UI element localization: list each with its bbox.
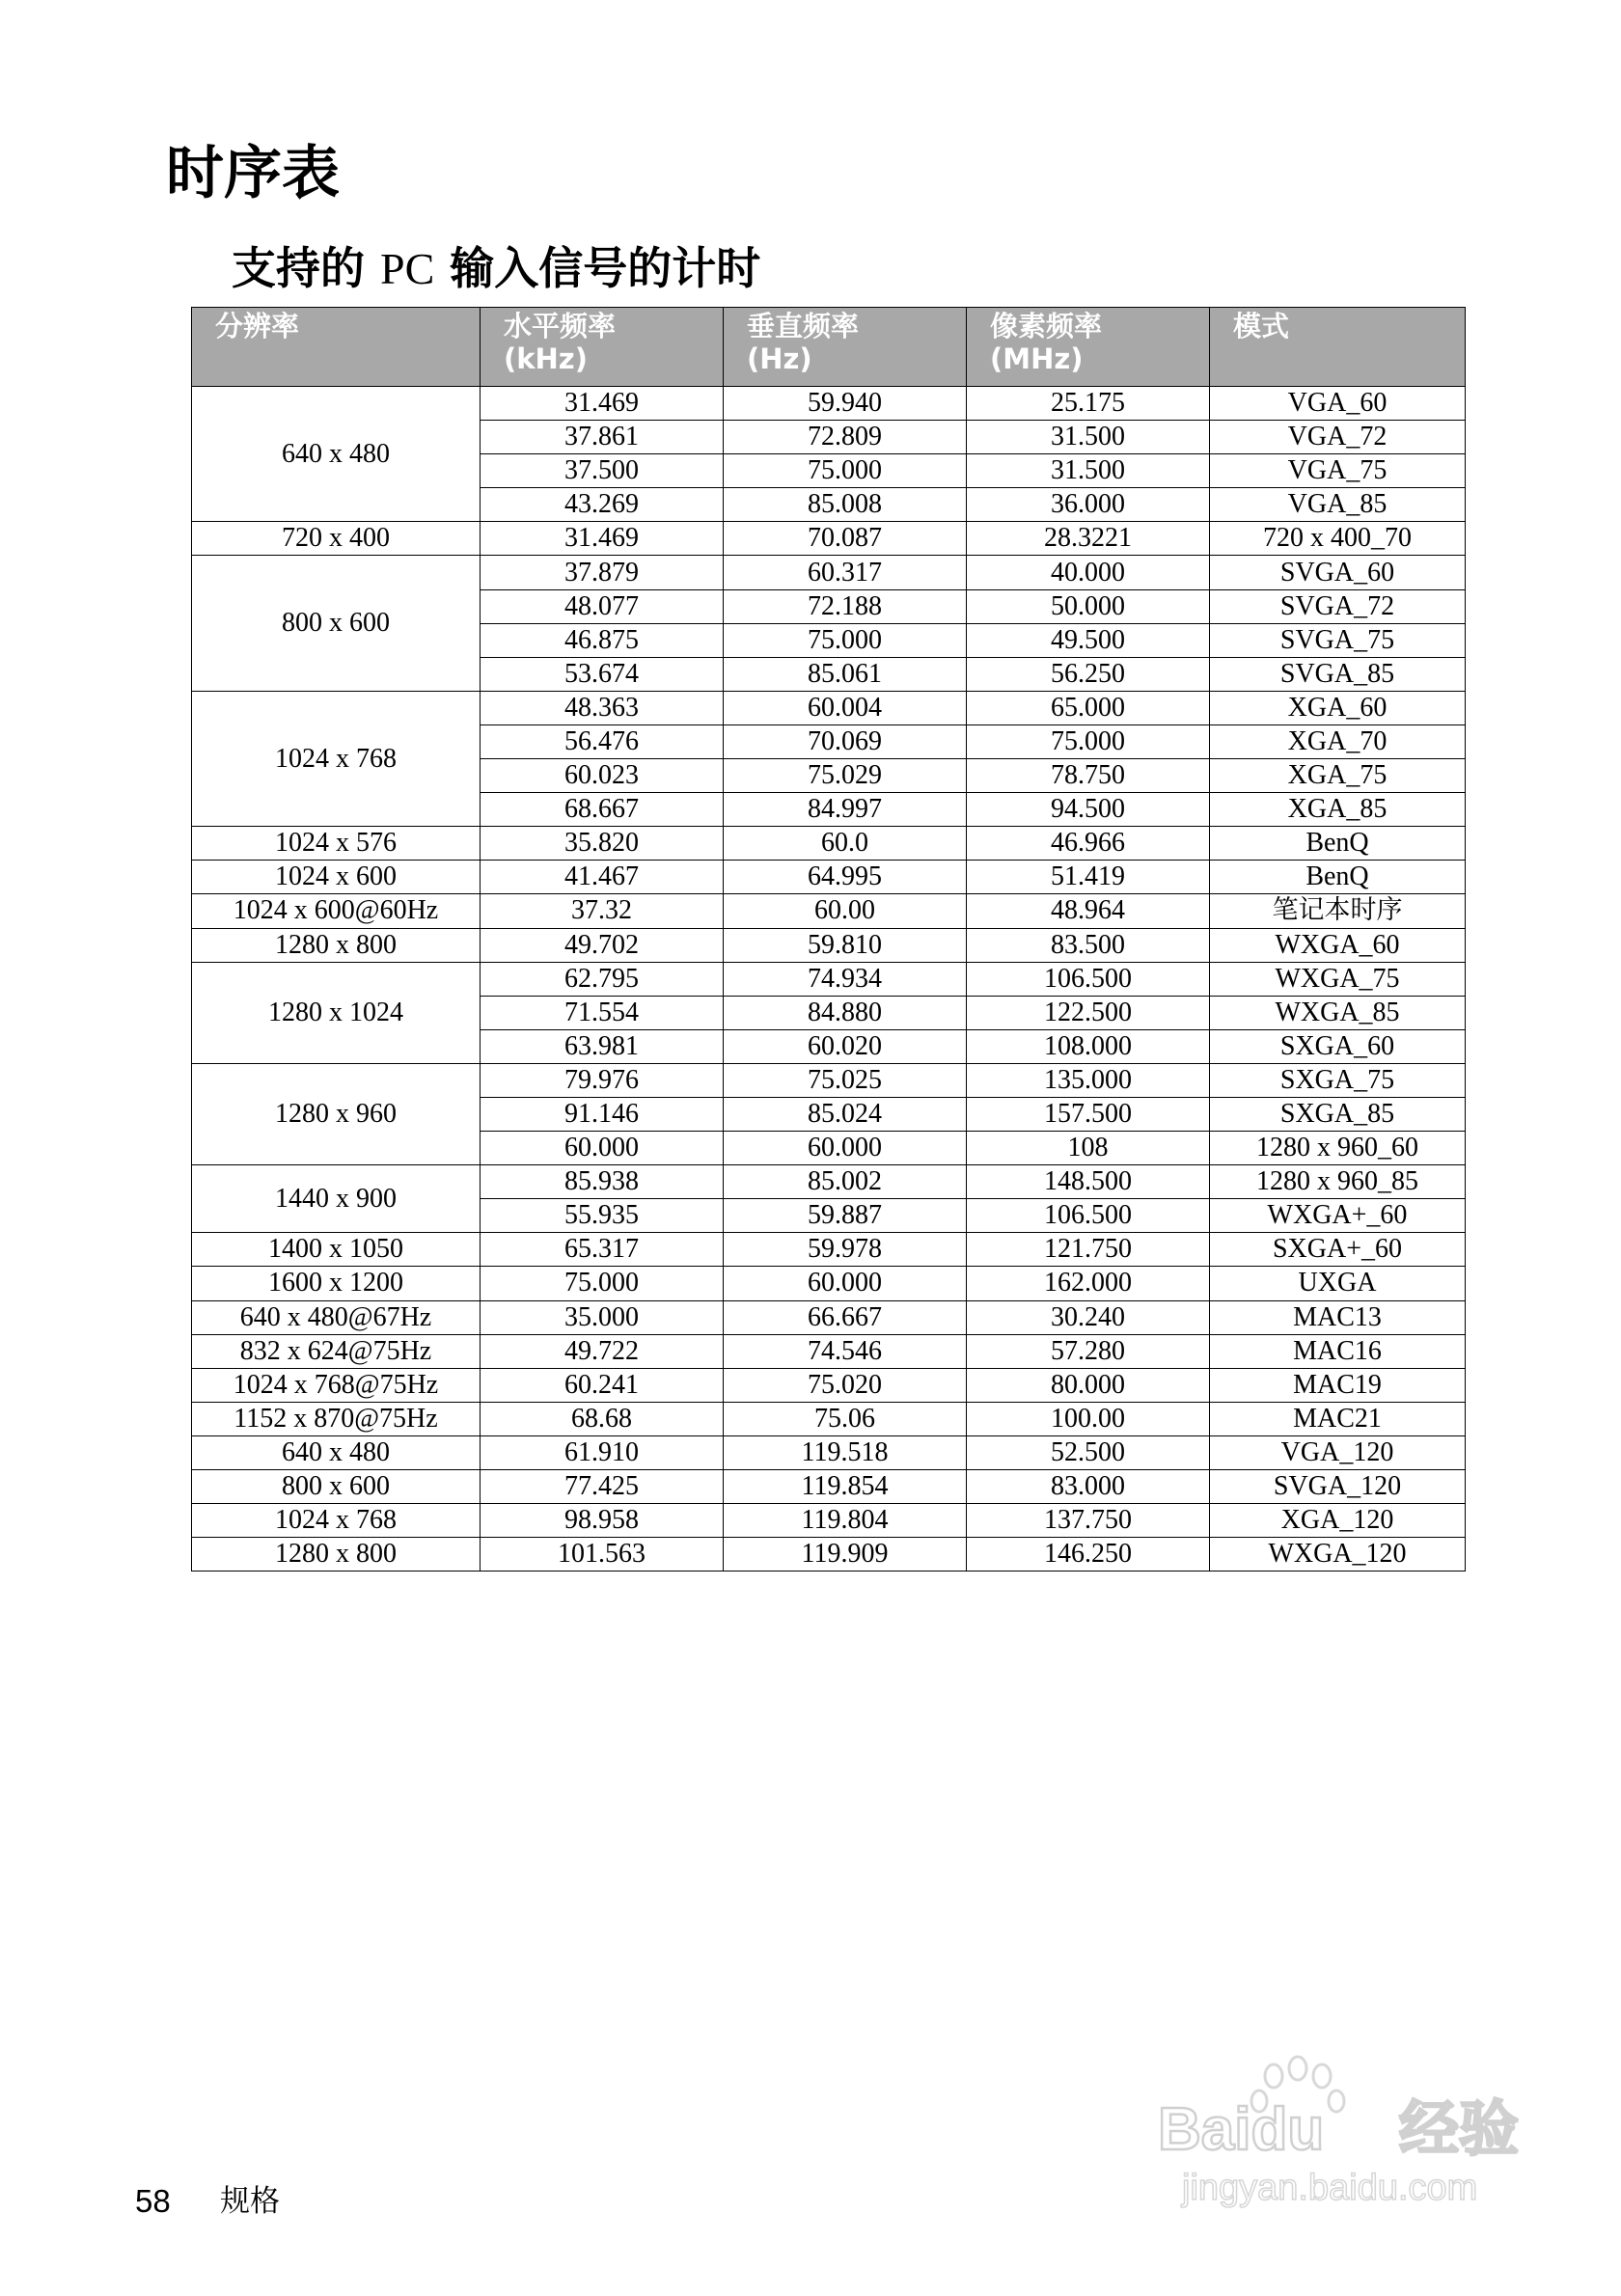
cell-pixel-frequency: 162.000	[967, 1267, 1210, 1300]
cell-horizontal-frequency: 55.935	[481, 1199, 724, 1233]
cell-mode: WXGA_75	[1210, 962, 1466, 996]
timing-table-body	[192, 387, 1466, 1572]
cell-mode: XGA_70	[1210, 724, 1466, 758]
cell-vertical-frequency: 60.00	[724, 894, 967, 928]
cell-vertical-frequency: 59.887	[724, 1199, 967, 1233]
cell-horizontal-frequency: 37.861	[481, 421, 724, 454]
cell-mode: MAC21	[1210, 1402, 1466, 1435]
cell-vertical-frequency: 119.854	[724, 1470, 967, 1504]
cell-resolution: 832 x 624@75Hz	[192, 1334, 481, 1368]
watermark-brand: Baidu	[1158, 2096, 1325, 2163]
cell-pixel-frequency: 36.000	[967, 488, 1210, 522]
cell-horizontal-frequency: 37.32	[481, 894, 724, 928]
cell-mode: WXGA_120	[1210, 1538, 1466, 1572]
table-row	[192, 928, 1466, 962]
cell-horizontal-frequency: 98.958	[481, 1504, 724, 1538]
cell-vertical-frequency: 70.069	[724, 724, 967, 758]
cell-pixel-frequency: 83.000	[967, 1470, 1210, 1504]
cell-resolution: 640 x 480	[192, 387, 481, 522]
cell-pixel-frequency: 157.500	[967, 1097, 1210, 1131]
cell-pixel-frequency: 57.280	[967, 1334, 1210, 1368]
watermark-url: jingyan.baidu.com	[1182, 2168, 1478, 2208]
cell-mode: SXGA_85	[1210, 1097, 1466, 1131]
cell-pixel-frequency: 106.500	[967, 962, 1210, 996]
cell-mode: MAC19	[1210, 1368, 1466, 1402]
cell-vertical-frequency: 59.810	[724, 928, 967, 962]
cell-pixel-frequency: 146.250	[967, 1538, 1210, 1572]
cell-resolution: 1024 x 600	[192, 861, 481, 894]
cell-resolution: 1024 x 768	[192, 1504, 481, 1538]
header-mode: 模式	[1210, 308, 1466, 387]
cell-vertical-frequency: 59.978	[724, 1233, 967, 1267]
cell-vertical-frequency: 72.188	[724, 589, 967, 623]
table-row	[192, 1267, 1466, 1300]
cell-mode: SVGA_120	[1210, 1470, 1466, 1504]
table-row	[192, 1368, 1466, 1402]
cell-resolution: 1440 x 900	[192, 1165, 481, 1233]
cell-horizontal-frequency: 61.910	[481, 1435, 724, 1469]
cell-vertical-frequency: 60.000	[724, 1132, 967, 1165]
header-horizontal-frequency: 水平频率 (kHz)	[481, 308, 724, 387]
cell-vertical-frequency: 119.518	[724, 1435, 967, 1469]
cell-horizontal-frequency: 62.795	[481, 962, 724, 996]
cell-mode: BenQ	[1210, 861, 1466, 894]
cell-vertical-frequency: 84.997	[724, 793, 967, 827]
cell-pixel-frequency: 40.000	[967, 556, 1210, 589]
cell-pixel-frequency: 135.000	[967, 1063, 1210, 1097]
header-pixel-frequency: 像素频率 (MHz)	[967, 308, 1210, 387]
cell-resolution: 640 x 480	[192, 1435, 481, 1469]
cell-pixel-frequency: 83.500	[967, 928, 1210, 962]
table-row	[192, 827, 1466, 861]
cell-pixel-frequency: 122.500	[967, 996, 1210, 1029]
section-title-suffix: 输入信号的计时	[434, 242, 761, 294]
cell-mode: SXGA+_60	[1210, 1233, 1466, 1267]
cell-pixel-frequency: 28.3221	[967, 522, 1210, 556]
cell-pixel-frequency: 78.750	[967, 759, 1210, 793]
page-title: 时序表	[166, 140, 340, 207]
cell-vertical-frequency: 75.020	[724, 1368, 967, 1402]
footer-section-label: 规格	[220, 2184, 280, 2219]
table-row	[192, 894, 1466, 928]
table-row	[192, 1063, 1466, 1097]
cell-vertical-frequency: 59.940	[724, 387, 967, 421]
cell-pixel-frequency: 49.500	[967, 623, 1210, 657]
cell-vertical-frequency: 70.087	[724, 522, 967, 556]
table-row	[192, 861, 1466, 894]
cell-resolution: 1280 x 800	[192, 1538, 481, 1572]
cell-vertical-frequency: 64.995	[724, 861, 967, 894]
cell-vertical-frequency: 85.061	[724, 657, 967, 691]
cell-mode: XGA_120	[1210, 1504, 1466, 1538]
watermark-brand-cn: 经验	[1399, 2093, 1520, 2164]
cell-pixel-frequency: 108.000	[967, 1029, 1210, 1063]
cell-resolution: 1600 x 1200	[192, 1267, 481, 1300]
cell-vertical-frequency: 72.809	[724, 421, 967, 454]
cell-mode: SXGA_75	[1210, 1063, 1466, 1097]
cell-vertical-frequency: 66.667	[724, 1300, 967, 1334]
cell-horizontal-frequency: 31.469	[481, 522, 724, 556]
cell-resolution: 1280 x 1024	[192, 962, 481, 1063]
cell-mode: SVGA_60	[1210, 556, 1466, 589]
cell-vertical-frequency: 85.002	[724, 1165, 967, 1199]
section-title-prefix: 支持的	[232, 242, 381, 294]
cell-horizontal-frequency: 60.000	[481, 1132, 724, 1165]
cell-horizontal-frequency: 63.981	[481, 1029, 724, 1063]
cell-horizontal-frequency: 48.077	[481, 589, 724, 623]
table-row	[192, 1165, 1466, 1199]
cell-vertical-frequency: 60.000	[724, 1267, 967, 1300]
cell-resolution: 800 x 600	[192, 556, 481, 691]
cell-resolution: 1280 x 800	[192, 928, 481, 962]
cell-vertical-frequency: 119.909	[724, 1538, 967, 1572]
cell-horizontal-frequency: 75.000	[481, 1267, 724, 1300]
cell-resolution: 640 x 480@67Hz	[192, 1300, 481, 1334]
table-row	[192, 1504, 1466, 1538]
cell-mode: 笔记本时序	[1210, 894, 1466, 928]
cell-vertical-frequency: 74.934	[724, 962, 967, 996]
cell-vertical-frequency: 75.000	[724, 454, 967, 488]
cell-mode: BenQ	[1210, 827, 1466, 861]
cell-vertical-frequency: 84.880	[724, 996, 967, 1029]
cell-pixel-frequency: 106.500	[967, 1199, 1210, 1233]
cell-pixel-frequency: 31.500	[967, 421, 1210, 454]
cell-pixel-frequency: 50.000	[967, 589, 1210, 623]
cell-horizontal-frequency: 35.820	[481, 827, 724, 861]
cell-pixel-frequency: 31.500	[967, 454, 1210, 488]
cell-pixel-frequency: 148.500	[967, 1165, 1210, 1199]
table-row	[192, 1470, 1466, 1504]
cell-horizontal-frequency: 49.702	[481, 928, 724, 962]
cell-pixel-frequency: 121.750	[967, 1233, 1210, 1267]
cell-pixel-frequency: 46.966	[967, 827, 1210, 861]
cell-mode: VGA_72	[1210, 421, 1466, 454]
cell-vertical-frequency: 60.317	[724, 556, 967, 589]
cell-resolution: 1152 x 870@75Hz	[192, 1402, 481, 1435]
cell-pixel-frequency: 56.250	[967, 657, 1210, 691]
cell-horizontal-frequency: 77.425	[481, 1470, 724, 1504]
cell-vertical-frequency: 119.804	[724, 1504, 967, 1538]
cell-pixel-frequency: 48.964	[967, 894, 1210, 928]
section-title-latin: PC	[380, 244, 435, 293]
header-resolution: 分辨率	[192, 308, 481, 387]
cell-horizontal-frequency: 68.667	[481, 793, 724, 827]
cell-mode: SVGA_85	[1210, 657, 1466, 691]
cell-resolution: 1024 x 576	[192, 827, 481, 861]
cell-mode: SVGA_72	[1210, 589, 1466, 623]
cell-mode: 1280 x 960_60	[1210, 1132, 1466, 1165]
cell-resolution: 1280 x 960	[192, 1063, 481, 1164]
cell-horizontal-frequency: 35.000	[481, 1300, 724, 1334]
section-title	[232, 239, 760, 298]
header-vertical-frequency: 垂直频率 (Hz)	[724, 308, 967, 387]
cell-mode: VGA_120	[1210, 1435, 1466, 1469]
cell-vertical-frequency: 60.0	[724, 827, 967, 861]
cell-pixel-frequency: 30.240	[967, 1300, 1210, 1334]
table-row	[192, 556, 1466, 589]
cell-mode: VGA_75	[1210, 454, 1466, 488]
cell-resolution: 1024 x 768@75Hz	[192, 1368, 481, 1402]
cell-horizontal-frequency: 46.875	[481, 623, 724, 657]
cell-horizontal-frequency: 41.467	[481, 861, 724, 894]
cell-pixel-frequency: 75.000	[967, 724, 1210, 758]
cell-horizontal-frequency: 71.554	[481, 996, 724, 1029]
cell-mode: XGA_60	[1210, 691, 1466, 724]
table-row	[192, 522, 1466, 556]
cell-pixel-frequency: 52.500	[967, 1435, 1210, 1469]
cell-horizontal-frequency: 56.476	[481, 724, 724, 758]
cell-mode: MAC13	[1210, 1300, 1466, 1334]
timing-table	[191, 307, 1466, 1572]
cell-resolution: 800 x 600	[192, 1470, 481, 1504]
cell-mode: WXGA_60	[1210, 928, 1466, 962]
cell-horizontal-frequency: 53.674	[481, 657, 724, 691]
cell-vertical-frequency: 75.000	[724, 623, 967, 657]
cell-pixel-frequency: 51.419	[967, 861, 1210, 894]
cell-mode: UXGA	[1210, 1267, 1466, 1300]
cell-mode: VGA_85	[1210, 488, 1466, 522]
cell-mode: 720 x 400_70	[1210, 522, 1466, 556]
table-row	[192, 387, 1466, 421]
cell-mode: VGA_60	[1210, 387, 1466, 421]
cell-mode: XGA_75	[1210, 759, 1466, 793]
cell-mode: 1280 x 960_85	[1210, 1165, 1466, 1199]
cell-mode: WXGA_85	[1210, 996, 1466, 1029]
page-number: 58	[135, 2183, 171, 2219]
cell-pixel-frequency: 108	[967, 1132, 1210, 1165]
cell-resolution: 1024 x 768	[192, 691, 481, 826]
table-row	[192, 1538, 1466, 1572]
cell-pixel-frequency: 94.500	[967, 793, 1210, 827]
cell-vertical-frequency: 85.008	[724, 488, 967, 522]
cell-horizontal-frequency: 60.023	[481, 759, 724, 793]
cell-pixel-frequency: 65.000	[967, 691, 1210, 724]
cell-horizontal-frequency: 65.317	[481, 1233, 724, 1267]
cell-horizontal-frequency: 31.469	[481, 387, 724, 421]
table-row	[192, 1300, 1466, 1334]
cell-horizontal-frequency: 43.269	[481, 488, 724, 522]
cell-resolution: 1024 x 600@60Hz	[192, 894, 481, 928]
cell-horizontal-frequency: 91.146	[481, 1097, 724, 1131]
table-row	[192, 1402, 1466, 1435]
cell-pixel-frequency: 25.175	[967, 387, 1210, 421]
cell-vertical-frequency: 75.06	[724, 1402, 967, 1435]
cell-horizontal-frequency: 49.722	[481, 1334, 724, 1368]
cell-mode: SXGA_60	[1210, 1029, 1466, 1063]
cell-mode: SVGA_75	[1210, 623, 1466, 657]
cell-horizontal-frequency: 85.938	[481, 1165, 724, 1199]
cell-pixel-frequency: 100.00	[967, 1402, 1210, 1435]
cell-vertical-frequency: 75.025	[724, 1063, 967, 1097]
cell-mode: WXGA+_60	[1210, 1199, 1466, 1233]
cell-vertical-frequency: 85.024	[724, 1097, 967, 1131]
cell-horizontal-frequency: 60.241	[481, 1368, 724, 1402]
cell-horizontal-frequency: 37.879	[481, 556, 724, 589]
cell-pixel-frequency: 137.750	[967, 1504, 1210, 1538]
cell-pixel-frequency: 80.000	[967, 1368, 1210, 1402]
cell-vertical-frequency: 75.029	[724, 759, 967, 793]
cell-resolution: 720 x 400	[192, 522, 481, 556]
baidu-jingyan-watermark	[1153, 2055, 1558, 2219]
cell-horizontal-frequency: 37.500	[481, 454, 724, 488]
cell-resolution: 1400 x 1050	[192, 1233, 481, 1267]
table-header-row	[192, 308, 1466, 387]
cell-vertical-frequency: 60.020	[724, 1029, 967, 1063]
table-row	[192, 1334, 1466, 1368]
cell-horizontal-frequency: 101.563	[481, 1538, 724, 1572]
cell-horizontal-frequency: 68.68	[481, 1402, 724, 1435]
cell-vertical-frequency: 60.004	[724, 691, 967, 724]
table-row	[192, 1435, 1466, 1469]
table-row	[192, 1233, 1466, 1267]
cell-horizontal-frequency: 48.363	[481, 691, 724, 724]
cell-mode: XGA_85	[1210, 793, 1466, 827]
cell-vertical-frequency: 74.546	[724, 1334, 967, 1368]
table-row	[192, 691, 1466, 724]
cell-mode: MAC16	[1210, 1334, 1466, 1368]
cell-horizontal-frequency: 79.976	[481, 1063, 724, 1097]
table-row	[192, 962, 1466, 996]
